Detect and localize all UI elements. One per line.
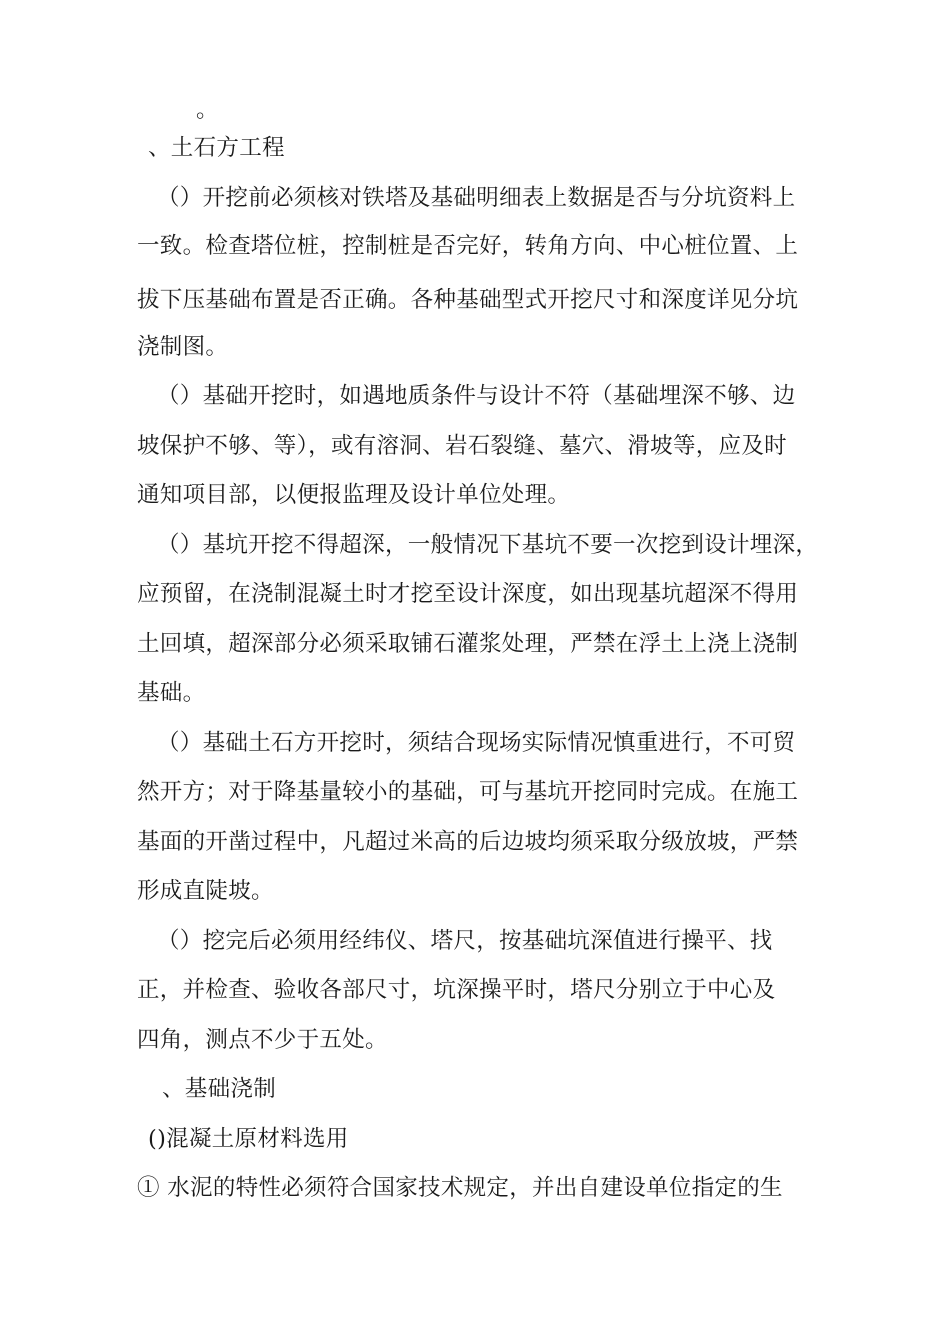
paragraph-line: 土回填，超深部分必须采取铺石灌浆处理，严禁在浮土上浇上浇制 <box>137 631 799 657</box>
paragraph-line: 然开方；对于降基量较小的基础，可与基坑开挖同时完成。在施工 <box>137 779 799 805</box>
paragraph-line: （）开挖前必须核对铁塔及基础明细表上数据是否与分坑资料上 <box>157 185 796 211</box>
paragraph-line: 四角，测点不少于五处。 <box>137 1027 388 1053</box>
paragraph-line: 正，并检查、验收各部尺寸，坑深操平时，塔尺分别立于中心及 <box>137 977 776 1003</box>
text-line-continuation: 。 <box>196 97 219 123</box>
section-heading-earthwork: 、土石方工程 <box>148 135 285 161</box>
paragraph-line: （）挖完后必须用经纬仪、塔尺，按基础坑深值进行操平、找 <box>157 928 773 954</box>
paragraph-line: （）基础土石方开挖时，须结合现场实际情况慎重进行，不可贸 <box>157 730 796 756</box>
paragraph-line: （）基础开挖时，如遇地质条件与设计不符（基础埋深不够、边 <box>157 383 796 409</box>
paragraph-line: 浇制图。 <box>137 334 229 360</box>
paragraph-line: 应预留，在浇制混凝土时才挖至设计深度，如出现基坑超深不得用 <box>137 581 799 607</box>
paragraph-line: ① 水泥的特性必须符合国家技术规定，并出自建设单位指定的生 <box>137 1175 783 1201</box>
paragraph-line: 基面的开凿过程中，凡超过米高的后边坡均须采取分级放坡，严禁 <box>137 829 799 855</box>
paragraph-line: （）基坑开挖不得超深，一般情况下基坑不要一次挖到设计埋深， <box>157 532 819 558</box>
paragraph-line: 形成直陡坡。 <box>137 878 274 904</box>
section-heading-foundation-casting: 、基础浇制 <box>162 1076 277 1102</box>
paragraph-line: 坡保护不够、等），或有溶洞、岩石裂缝、墓穴、滑坡等，应及时 <box>137 433 787 459</box>
paragraph-line: 拔下压基础布置是否正确。各种基础型式开挖尺寸和深度详见分坑 <box>137 287 799 313</box>
subsection-heading-concrete-materials: ()混凝土原材料选用 <box>148 1126 349 1152</box>
paragraph-line: 一致。检查塔位桩，控制桩是否完好，转角方向、中心桩位置、上 <box>137 233 799 259</box>
paragraph-line: 基础。 <box>137 680 206 706</box>
paragraph-line: 通知项目部，以便报监理及设计单位处理。 <box>137 482 571 508</box>
